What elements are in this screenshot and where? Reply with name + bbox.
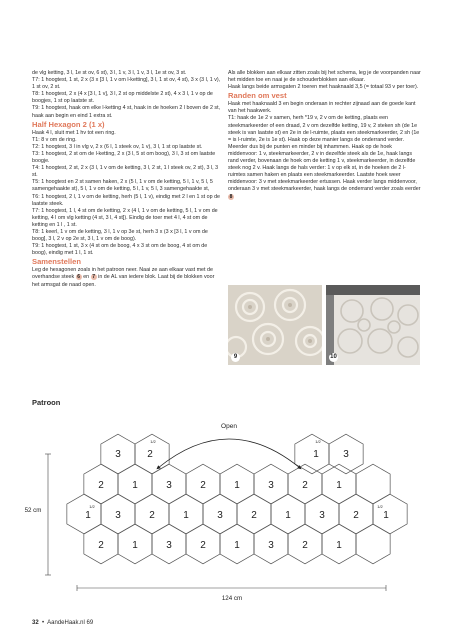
round-3: T3: 1 hoogtest, 2 st om de l-ketting, 2 x (3 l, 5 st om boog), 3 l, 3 st om laatste boogje. (32, 150, 216, 165)
hex-number-label: 2 (149, 510, 155, 521)
hex-number-label: 1 (336, 540, 342, 551)
round-8: T8: 1 hoogtest, 2 x (4 x [3 l, 1 v], 3 l, 2 st op middelste 2 st), 4 x 3 l, 1 v op de boogjes, 1 st op laatste st. (32, 91, 213, 105)
hex-number-label: 2 (353, 510, 359, 521)
footer-bullet: • (40, 620, 46, 626)
half-hex-label: 1/2 (377, 504, 383, 509)
height-label: 52 cm (24, 507, 42, 514)
hex-number-label: 3 (166, 540, 172, 551)
photo-number: 10 (330, 354, 337, 360)
hex-number-label: 1 (234, 540, 240, 551)
round-7: T7: 1 hoogtest, 1 st, 2 x (3 x [3 l, 1 v om l-ketting], 3 l, 1 st ov, 4 st), 3 x (3 l, 1 v), 1 st ov, 2 st. (32, 77, 221, 91)
hex-number-label: 2 (98, 540, 104, 551)
hex-number-label: 1 (183, 510, 189, 521)
half-hex-label: 1/2 (150, 439, 156, 444)
hexagon-block (356, 524, 390, 564)
hex-number-label: 3 (319, 510, 325, 521)
hex-number-label: 2 (98, 480, 104, 491)
round-9: T9: 1 hoogtest, haak om elke l-ketting 4 st, haak in de hoeken 2 l boven de 2 st, haak aan begin en eind 1 extra st. (32, 105, 221, 119)
paragraph: Haak 4 l, sluit met 1 hv tot een ring. (32, 129, 116, 136)
hexagon-block (373, 494, 407, 534)
left-column (32, 70, 222, 289)
hex-number-label: 3 (268, 540, 274, 551)
hex-number-label: 2 (200, 540, 206, 551)
hexagon-block (67, 494, 101, 534)
hex-number-label: 3 (343, 449, 349, 460)
round-4: T4: 1 hoogtest, 2 st, 2 x (3 l, 1 v om de ketting, 3 l, 2 st, 1 l steek ov, 2 st), 3 l, 3 st. (32, 165, 219, 179)
round-2: T2: 1 hoogtest, 3 l in vlg v, 2 x (6 l, 1 steek ov, 1 v), 3 l, 1 st op laatste st. (32, 143, 203, 150)
page-number: 32 (32, 620, 39, 626)
crochet-photo-10 (326, 285, 420, 365)
hex-number-label: 2 (200, 480, 206, 491)
hex-number-label: 3 (268, 480, 274, 491)
hex-number-label: 1 (383, 510, 389, 521)
hex-number-label: 2 (251, 510, 257, 521)
hexagon-pattern-diagram (0, 410, 453, 610)
hex-number-label: 3 (217, 510, 223, 521)
half-hex-label: 1/2 (315, 439, 321, 444)
section-heading-half-hexagon: Half Hexagon 2 (1 x) (32, 119, 105, 129)
hexagon-block (356, 464, 390, 504)
width-label: 124 cm (221, 595, 243, 602)
pattern-title: Patroon (32, 398, 61, 407)
hex-number-label: 2 (302, 480, 308, 491)
figure-ref-badge: 8 (229, 193, 233, 200)
paragraph-samenstellen: Leg de hexagonen zoals in het patroon neer. Naai ze aan elkaar vast met de overhandse steek 6 en 7 in de AL van iedere blok. Laat bij de blokken voor het armsgat de naad open. (32, 267, 215, 288)
round-9b: T9: 1 hoogtest, 1 st, 3 x (4 st om de boog, 4 x 3 st om de boog, 4 st om de boog), eindig met 1 l, 1 st. (32, 243, 208, 257)
round-6: T6: 1 hoogtest, 2 l, 1 v om de ketting, herh (5 l, 1 v), eindig met 2 l en 1 st op de laatste steek. (32, 193, 221, 207)
photo-number: 9 (231, 353, 240, 362)
round-7b: T7: 1 hoogtest, 1 l, 4 st om de ketting, 2 x (4 l, 1 v om de ketting, 5 l, 1 v om de ketting, 4 l om vlg ketting (4 st, 3 l, 4 st]). Eindig de toer met 4 l, 4 st om de ketting en 1 l , 1 st. (32, 207, 218, 228)
hex-number-label: 3 (115, 449, 121, 460)
hex-number-label: 1 (234, 480, 240, 491)
hex-number-label: 3 (166, 480, 172, 491)
section-heading-samenstellen: Samenstellen (32, 257, 81, 267)
paragraph: Als alle blokken aan elkaar zitten zoals bij het schema, leg je de voorpanden naar het midden toe en naai je de schouderblokken aan elkaar. (228, 70, 421, 84)
hex-number-label: 1 (336, 480, 342, 491)
right-column (228, 70, 421, 201)
hex-number-label: 1 (85, 510, 91, 521)
hex-number-label: 2 (147, 449, 153, 460)
round-8b: T8: 1 keerl, 1 v om de ketting, 3 l, 1 v op 3e st, herh 3 x (3 x [3 l, 1 v om de boog], 3 l, 2 v op 2e st, 3 l, 1 v om de boog). (32, 228, 208, 243)
open-label: Open (221, 423, 237, 430)
hex-number-label: 1 (313, 449, 319, 460)
section-heading-randen: Randen om vest (228, 91, 287, 101)
round-1-border: T1: haak de 1e 2 v samen, herh *19 v, 2 v om de ketting, plaats een steekmarkeerder of een draad, 2 v om dezelfde ketting, 19 v, 2 steken sh (de 1e steek is van laatste st) en 2e in de l-ruimte, plaats een steekmarkeerder, 2 sh (1e = is l-ruimte, 2e is 1e st). Haak op deze manier langs de onderrand verder. Meerder dus bij de punten en minder bij inhammen. Haak op de hoek middenvoor: 1 v, steekmarkeerder, 2 v in dezelfde steek als de 1e, haak langs rand verder, bovenaan de hoek om de ketting 1 v, steekmarkeerder, in dezelfde steek nog 2 v. Haak langs de hals verder: 1 v op elk st, in de hoeken de 2 l-ruimtes samen haken en plaats een steekmarkeerder. Laatste hoek weer middenvoor: 3 v met steekmarkeerder ertussen. Haak verder langs middenvoor, onderaan 3 v met steekmarkeerder, haak langs de onderrand verder zoals eerder 8 (228, 115, 421, 200)
footer-site: AandeHaak.nl 69 (47, 620, 94, 626)
crochet-photo-9 (228, 285, 322, 365)
round-1: T1: 8 v om de ring. (32, 136, 77, 143)
figure-ref-badge: 6 (77, 274, 81, 281)
hex-number-label: 1 (132, 480, 138, 491)
open-arc-arrow (158, 439, 300, 468)
round-5: T5: 1 hoogtest en 2 st samen haken, 2 x (5 l, 1 v om de ketting, 5 l, 1 v, 5 l, 5 samengehaakte st), 5 l, 1 v om de ketting, 5 l, 1 v, 5 l, 3 samengehaakte st, (32, 179, 213, 193)
hex-number-label: 3 (115, 510, 121, 521)
figure-ref-badge: 7 (92, 274, 96, 281)
paragraph: Haak langs beide armsgaten 2 toeren met haaknaald 3,5 (= totaal 93 v per toer). (228, 84, 419, 91)
half-hex-label: 1/2 (89, 504, 95, 509)
page-footer (32, 620, 93, 626)
hex-number-label: 1 (285, 510, 291, 521)
paragraph: de vlg ketting, 3 l, 1e st ov, 6 st), 3 l, 1 v, 3 l, 1 v, 3 l, 1e st ov, 3 st. (32, 70, 187, 76)
hex-number-label: 1 (132, 540, 138, 551)
paragraph: Haak met haaknaald 3 en begin onderaan in rechter zijnaad aan de goede kant van het haakwerk. (228, 101, 416, 115)
hex-number-label: 2 (302, 540, 308, 551)
